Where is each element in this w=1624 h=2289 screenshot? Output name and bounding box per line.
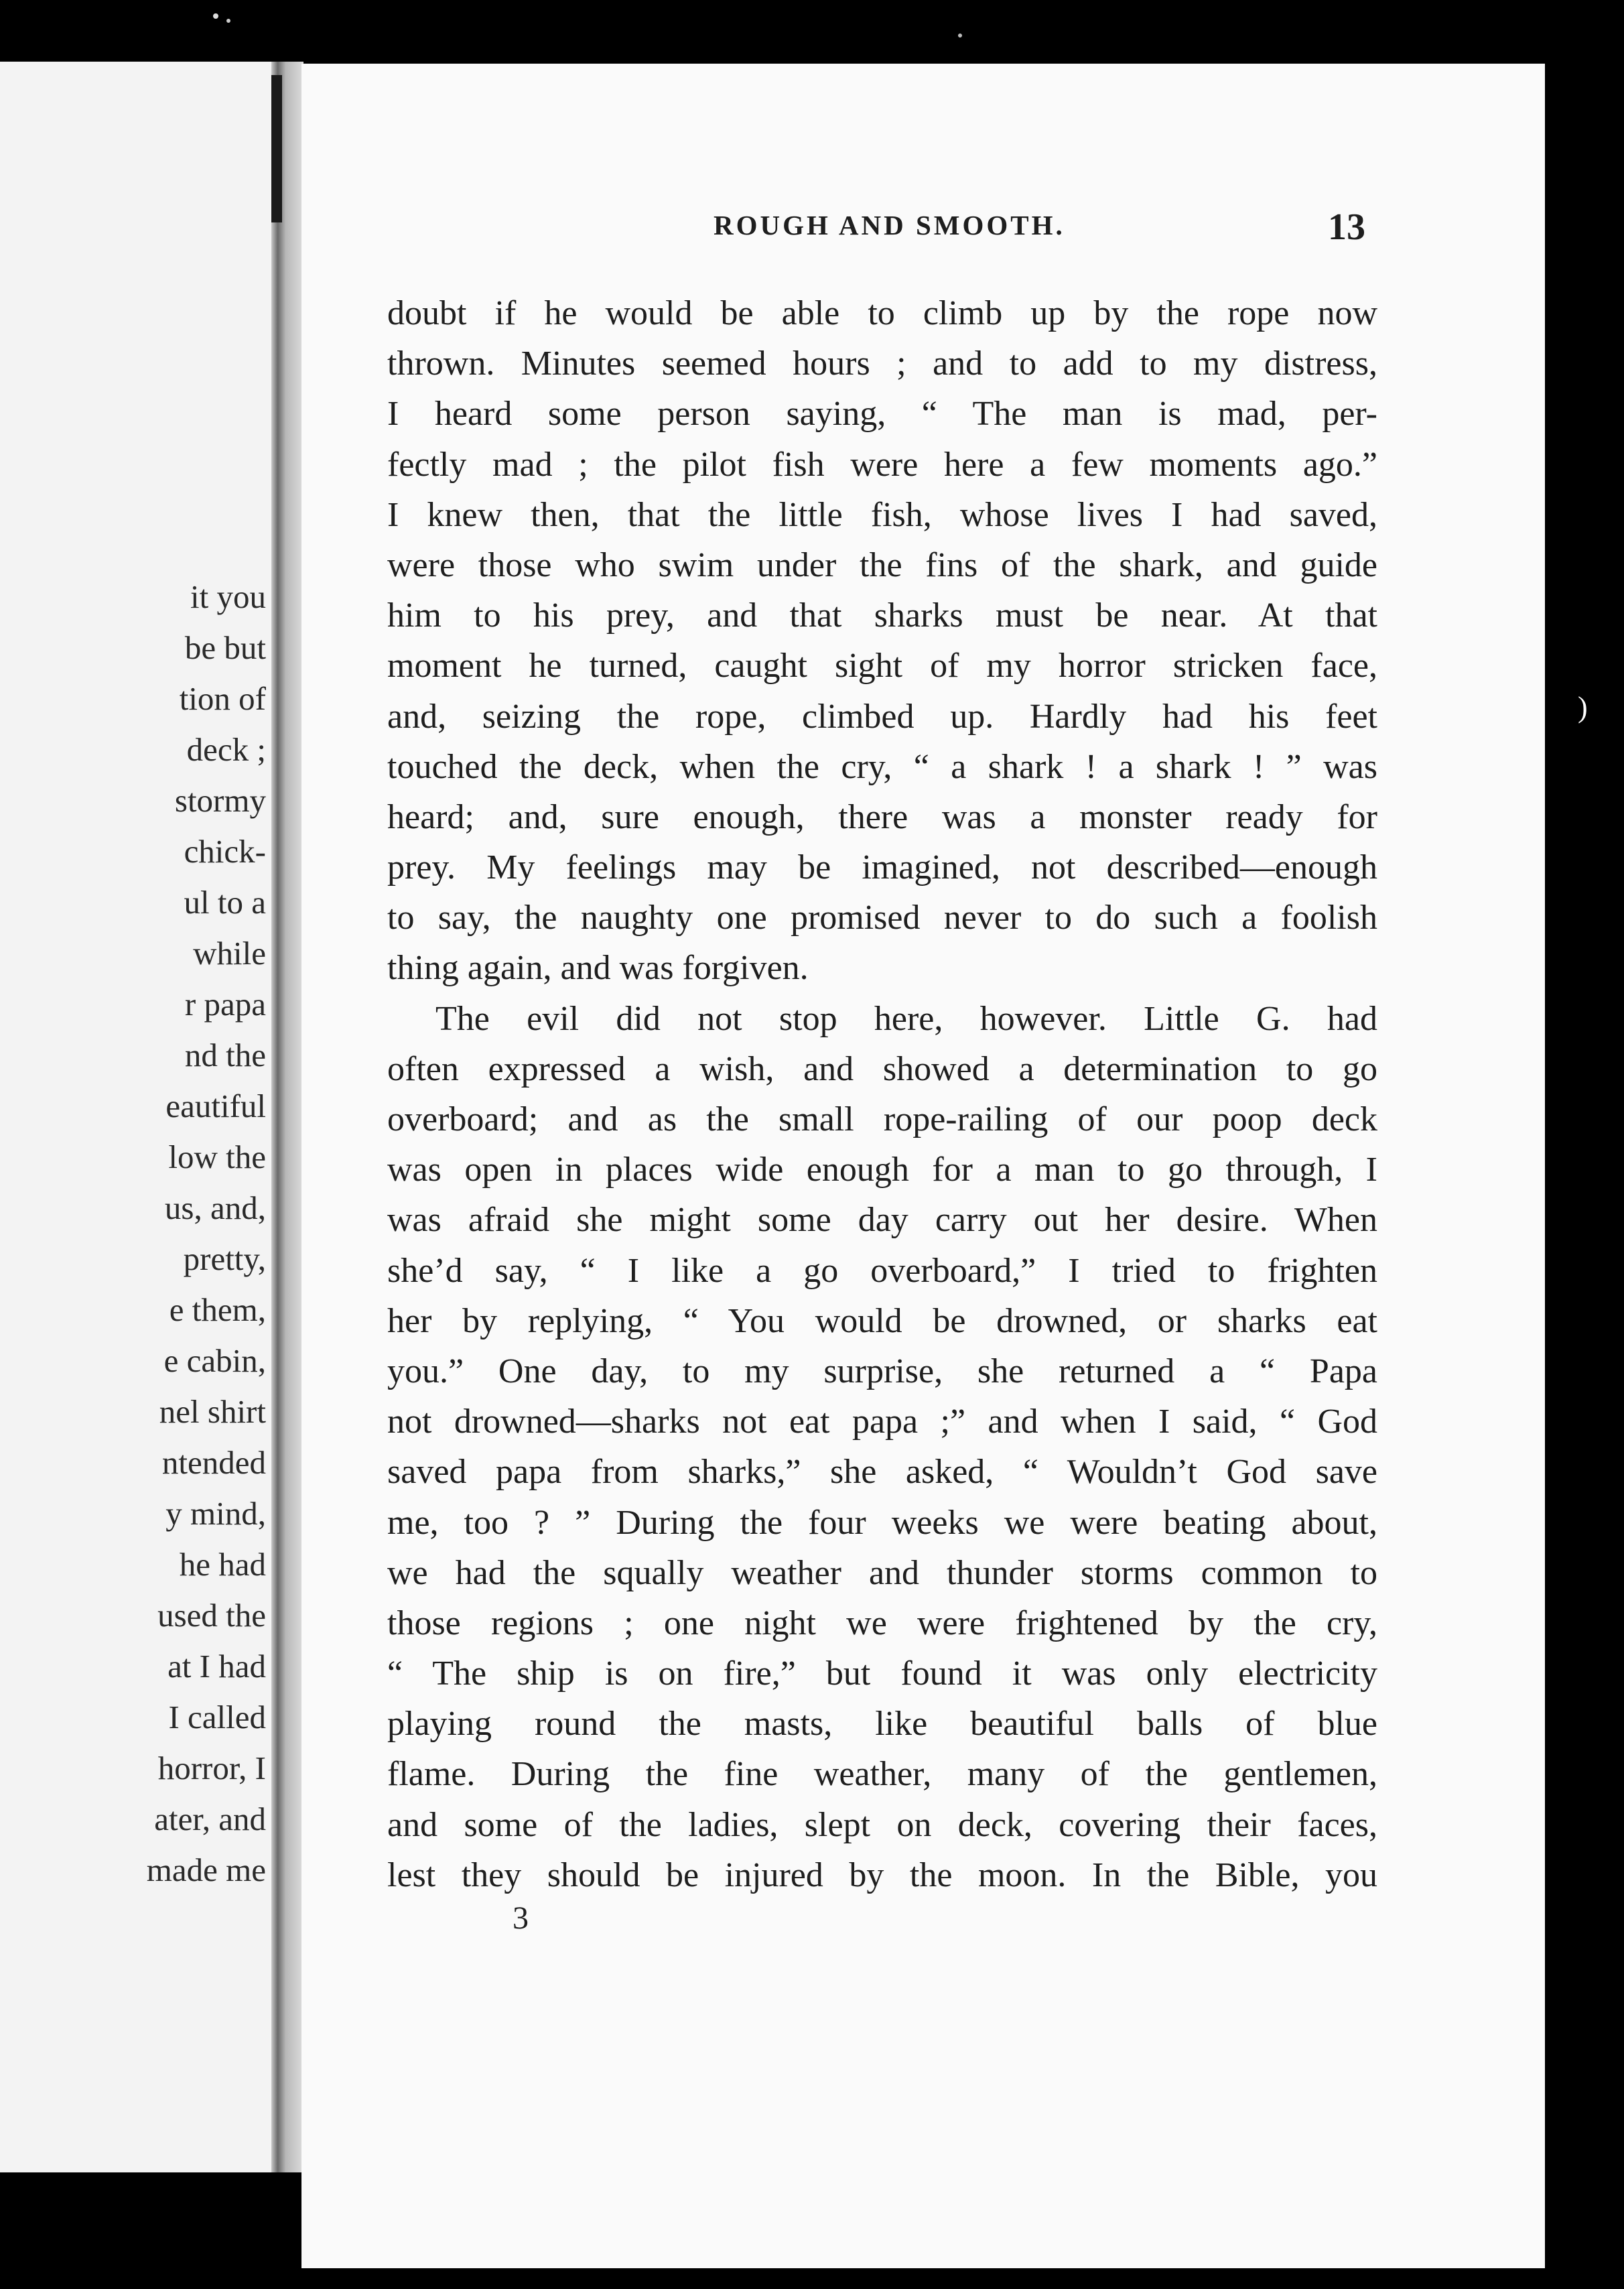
left-page-line: nd the (184, 1037, 266, 1073)
left-page-line: be but (184, 629, 266, 666)
left-page-line: pretty, (183, 1240, 266, 1277)
signature-mark: 3 (513, 1900, 529, 1936)
left-page-line: stormy (174, 782, 266, 819)
left-page-line: tion of (179, 680, 266, 717)
text-line: moment he turned, caught sight of my horror stricken face, (387, 647, 1377, 685)
text-line: heard; and, sure enough, there was a monster ready for (387, 797, 1377, 836)
left-page-line: us, and, (164, 1189, 266, 1226)
text-line: was open in places wide enough for a man to go through, I (387, 1151, 1377, 1189)
text-line: her by replying, “ You would be drowned, or sharks eat (387, 1301, 1377, 1340)
left-page-line: r papa (184, 986, 266, 1023)
text-line: prey. My feelings may be imagined, not described—enough (387, 848, 1377, 887)
text-line: me, too ? ” During the four weeks we were beating about, (387, 1503, 1377, 1542)
page-number: 13 (1328, 206, 1365, 248)
text-line: were those who swim under the fins of the shark, and guide (387, 545, 1377, 584)
text-line: I knew then, that the little fish, whose lives I had saved, (387, 495, 1377, 534)
left-page-line: while (193, 935, 266, 972)
text-line: playing round the masts, like beautiful balls of blue (387, 1705, 1377, 1744)
dust-speck (226, 19, 230, 23)
text-line: often expressed a wish, and showed a determination to go (387, 1049, 1377, 1088)
running-head: ROUGH AND SMOOTH. (714, 210, 1065, 241)
left-page-line: horror, I (157, 1750, 266, 1786)
left-page-line: e cabin, (163, 1342, 266, 1379)
left-page-line: chick- (184, 833, 266, 870)
text-line: and some of the ladies, slept on deck, covering their faces, (387, 1805, 1377, 1844)
text-line: we had the squally weather and thunder storms common to (387, 1553, 1377, 1592)
left-page-line: low the (168, 1138, 266, 1175)
text-line: him to his prey, and that sharks must be near. At that (387, 596, 1377, 635)
text-line: thrown. Minutes seemed hours ; and to add to my distress, (387, 344, 1377, 383)
text-line: was afraid she might some day carry out her desire. When (387, 1201, 1377, 1240)
text-line: touched the deck, when the cry, “ a shark ! a shark ! ” was (387, 747, 1377, 786)
text-line: you.” One day, to my surprise, she returned a “ Papa (387, 1352, 1377, 1390)
left-page-line: he had (179, 1546, 266, 1583)
text-line: and, seizing the rope, climbed up. Hardly had his feet (387, 697, 1377, 736)
body-text (387, 288, 1377, 1900)
dust-speck (213, 13, 218, 19)
text-line: lest they should be injured by the moon. In the Bible, you (387, 1855, 1377, 1894)
left-page (0, 62, 271, 2172)
left-page-line: made me (146, 1851, 266, 1888)
text-line: flame. During the fine weather, many of the gentlemen, (387, 1755, 1377, 1794)
text-line: “ The ship is on fire,” but found it was only electricity (387, 1654, 1377, 1693)
left-page-line: it you (190, 578, 266, 615)
left-page-line: used the (157, 1597, 266, 1634)
edge-mark: ) (1578, 691, 1588, 724)
text-line: fectly mad ; the pilot fish were here a few moments ago.” (387, 445, 1377, 484)
left-page-line: nel shirt (159, 1393, 266, 1430)
left-page-line: y mind, (165, 1495, 266, 1532)
text-line: overboard; and as the small rope-railing of our poop deck (387, 1100, 1377, 1138)
text-line: not drowned—sharks not eat papa ;” and when I said, “ God (387, 1402, 1377, 1441)
text-line: thing again, and was forgiven. (387, 949, 809, 988)
left-page-line: ater, and (154, 1801, 266, 1837)
gutter-shadow (271, 75, 282, 222)
left-page-line: eautiful (165, 1088, 266, 1124)
left-page-line: e them, (169, 1291, 266, 1328)
left-page-line: ntended (161, 1444, 266, 1481)
left-page-line: deck ; (186, 731, 266, 768)
left-page-line: I called (168, 1699, 266, 1736)
text-line: I heard some person saying, “ The man is mad, per- (387, 395, 1377, 434)
book-gutter (271, 62, 303, 2172)
text-line: those regions ; one night we were frightened by the cry, (387, 1604, 1377, 1642)
left-page-line: ul to a (184, 884, 266, 921)
text-line: she’d say, “ I like a go overboard,” I tried to frighten (387, 1251, 1377, 1290)
text-line: doubt if he would be able to climb up by the rope now (387, 294, 1377, 332)
text-line: saved papa from sharks,” she asked, “ Wouldn’t God save (387, 1453, 1377, 1492)
text-line: The evil did not stop here, however. Little G. had (435, 999, 1377, 1038)
left-page-line: at I had (167, 1648, 266, 1685)
dust-speck (958, 34, 962, 38)
text-line: to say, the naughty one promised never to do such a foolish (387, 899, 1377, 937)
